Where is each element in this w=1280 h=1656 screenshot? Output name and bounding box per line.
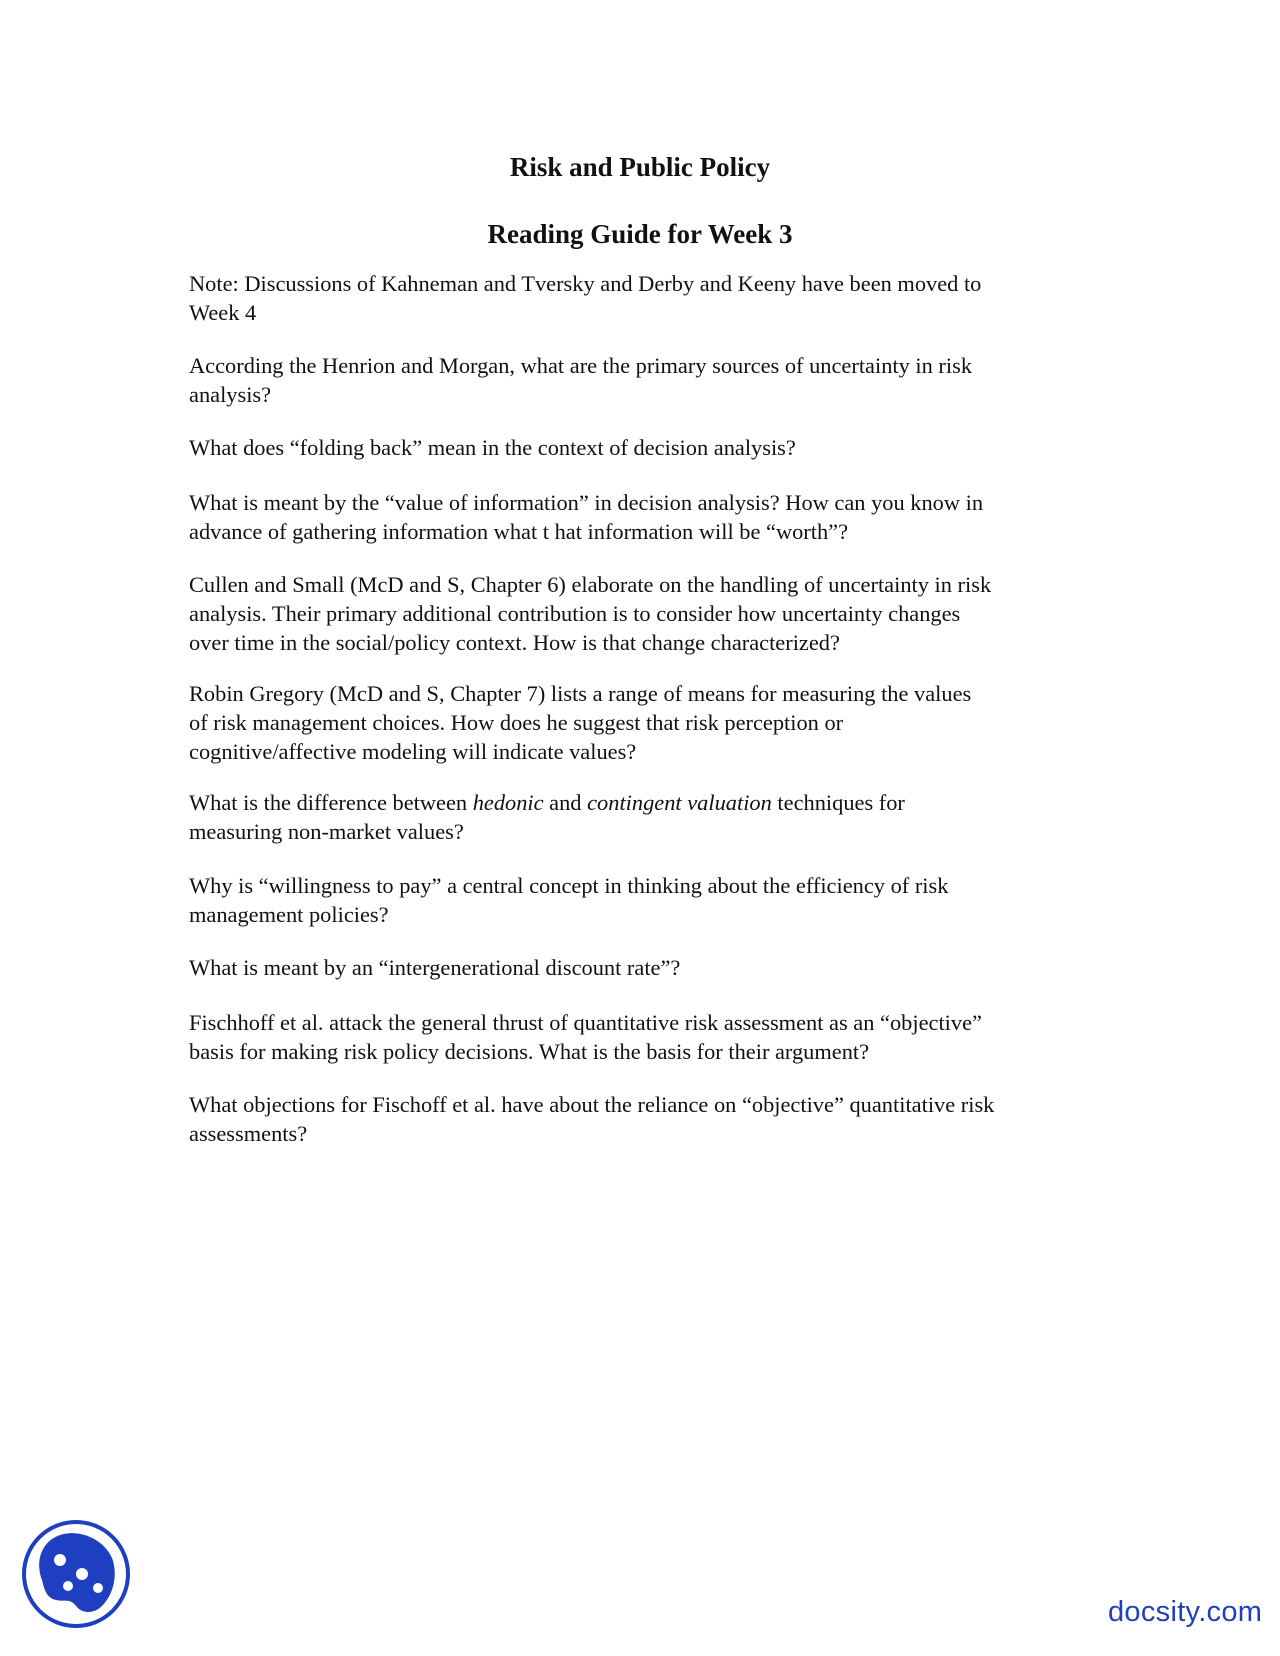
italic-term: hedonic bbox=[472, 790, 544, 815]
text-line: What is meant by the “value of information” in decision analysis? How can you know in bbox=[189, 490, 984, 515]
text-line: of risk management choices. How does he suggest that risk perception or bbox=[189, 710, 844, 735]
document-subtitle: Reading Guide for Week 3 bbox=[487, 219, 793, 249]
text-line bbox=[189, 788, 1099, 817]
question-paragraph bbox=[189, 488, 1099, 546]
text-line: management policies? bbox=[189, 902, 389, 927]
text-line: Why is “willingness to pay” a central concept in thinking about the efficiency of risk bbox=[189, 873, 949, 898]
question-paragraph bbox=[189, 953, 1099, 982]
text-line: assessments? bbox=[189, 1121, 308, 1146]
text-line: According the Henrion and Morgan, what are the primary sources of uncertainty in risk bbox=[189, 353, 973, 378]
question-paragraph bbox=[189, 433, 1099, 462]
text-line: analysis? bbox=[189, 382, 272, 407]
text-segment: and bbox=[543, 790, 588, 815]
document-title: Risk and Public Policy bbox=[509, 152, 771, 182]
text-line: What is meant by an “intergenerational discount rate”? bbox=[189, 955, 681, 980]
italic-term: contingent valuation bbox=[587, 790, 772, 815]
text-line: analysis. Their primary additional contribution is to consider how uncertainty changes bbox=[189, 601, 961, 626]
text-line: basis for making risk policy decisions. What is the basis for their argument? bbox=[189, 1039, 870, 1064]
text-line: Robin Gregory (McD and S, Chapter 7) lists a range of means for measuring the values bbox=[189, 681, 972, 706]
docsity-logo-icon bbox=[20, 1518, 132, 1630]
docsity-watermark[interactable]: docsity.com bbox=[1108, 1596, 1263, 1628]
text-line: cognitive/affective modeling will indicate values? bbox=[189, 739, 637, 764]
text-line: Note: Discussions of Kahneman and Tversky and Derby and Keeny have been moved to bbox=[189, 271, 982, 296]
text-line: measuring non-market values? bbox=[189, 819, 464, 844]
text-line: Week 4 bbox=[189, 300, 257, 325]
text-segment: What is the difference between bbox=[189, 790, 473, 815]
note-paragraph bbox=[189, 269, 1099, 327]
text-line: advance of gathering information what t hat information will be “worth”? bbox=[189, 519, 849, 544]
text-line: What objections for Fischoff et al. have about the reliance on “objective” quantitative risk bbox=[189, 1092, 995, 1117]
question-paragraph bbox=[189, 1008, 1099, 1066]
question-paragraph bbox=[189, 788, 1099, 846]
question-paragraph bbox=[189, 351, 1099, 409]
text-line: What does “folding back” mean in the context of decision analysis? bbox=[189, 435, 796, 460]
text-line: Fischhoff et al. attack the general thrust of quantitative risk assessment as an “objective” bbox=[189, 1010, 982, 1035]
text-line: over time in the social/policy context. How is that change characterized? bbox=[189, 630, 840, 655]
question-paragraph bbox=[189, 570, 1099, 657]
text-line: Cullen and Small (McD and S, Chapter 6) elaborate on the handling of uncertainty in risk bbox=[189, 572, 992, 597]
question-paragraph bbox=[189, 1090, 1099, 1148]
question-paragraph bbox=[189, 871, 1099, 929]
text-segment: techniques for bbox=[771, 790, 905, 815]
question-paragraph bbox=[189, 679, 1099, 766]
